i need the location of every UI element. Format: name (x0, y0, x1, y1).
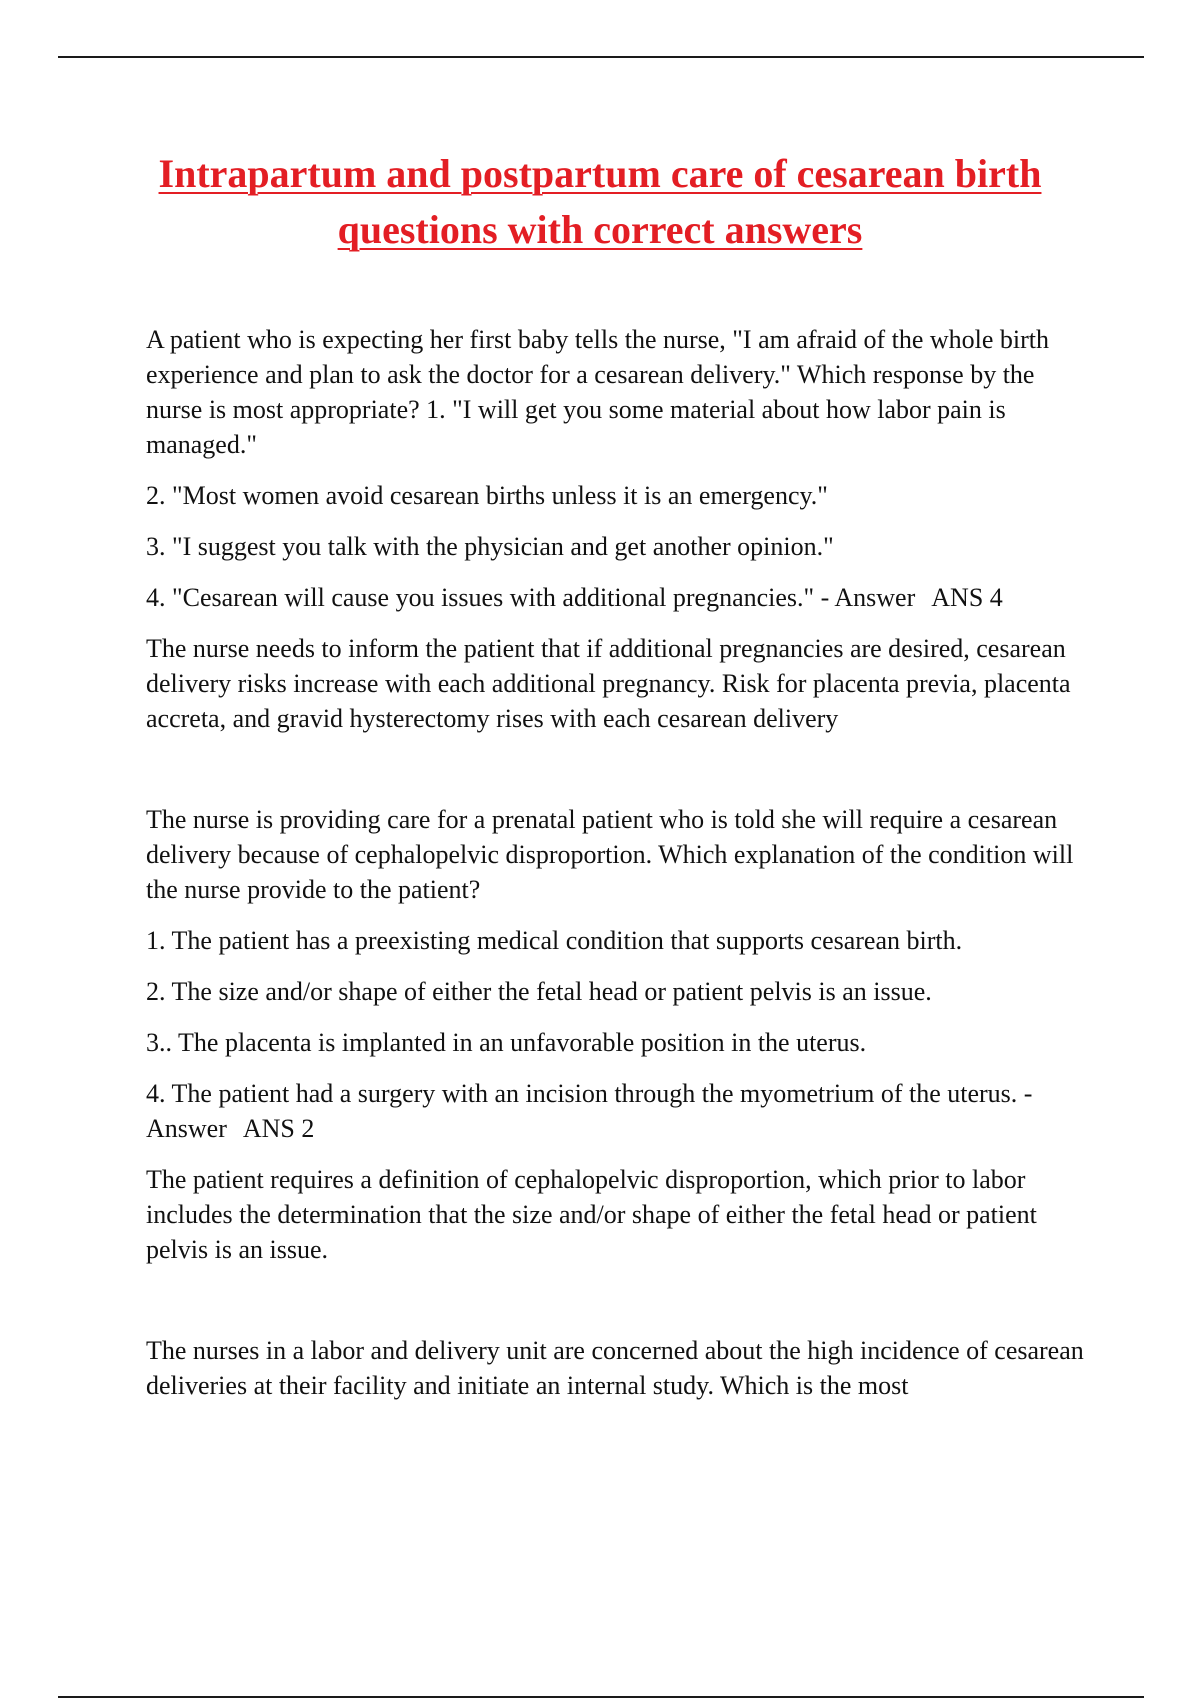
question-2-option-3: 3.. The placenta is implanted in an unfavorable position in the uterus. (146, 1028, 867, 1057)
question-2-option-4 (146, 1076, 1086, 1146)
question-2-option-2: 2. The size and/or shape of either the fetal head or patient pelvis is an issue. (146, 977, 932, 1006)
question-2-rationale: The patient requires a definition of cephalopelvic disproportion, which prior to labor includes the determination that the size and/or shape of either the fetal head or patient pelvis is an issue. (146, 1165, 1037, 1264)
question-3-stem: The nurses in a labor and delivery unit are concerned about the high incidence of cesarean deliveries at their facility and initiate an internal study. Which is the most (146, 1336, 1084, 1400)
question-1-option-4 (146, 580, 1086, 615)
question-1-rationale: The nurse needs to inform the patient that if additional pregnancies are desired, cesarean delivery risks increase with each additional pregnancy. Risk for placenta previa, placenta accreta, and gravid hysterectomy rises with each cesarean delivery (146, 634, 1071, 733)
document-body (146, 322, 1086, 1419)
question-1-option-4-text: 4. "Cesarean will cause you issues with additional pregnancies." - Answer (146, 583, 916, 612)
question-1-stem: A patient who is expecting her first baby tells the nurse, "I am afraid of the whole birth experience and plan to ask the doctor for a cesarean delivery." Which response by the nurse is most appropriate? 1. "I will get you some material about how labor pain is managed." (146, 325, 1050, 459)
question-1-option-2: 2. "Most women avoid cesarean births unless it is an emergency." (146, 481, 828, 510)
question-2-stem: The nurse is providing care for a prenatal patient who is told she will require a cesarean delivery because of cephalopelvic disproportion. Which explanation of the condition will the nurse provide to the patient? (146, 805, 1074, 904)
question-2-answer: ANS 2 (242, 1114, 315, 1143)
document-title: Intrapartum and postpartum care of cesarean birth questions with correct answers (158, 151, 1042, 252)
question-1-answer: ANS 4 (931, 583, 1003, 612)
question-2-option-1: 1. The patient has a preexisting medical condition that supports cesarean birth. (146, 926, 963, 955)
question-2-option-4-text: 4. The patient had a surgery with an incision through the myometrium of the uterus. - Answer (146, 1079, 1033, 1143)
top-rule (58, 56, 1144, 58)
bottom-rule (58, 1696, 1144, 1698)
question-1-option-3: 3. "I suggest you talk with the physician and get another opinion." (146, 532, 834, 561)
